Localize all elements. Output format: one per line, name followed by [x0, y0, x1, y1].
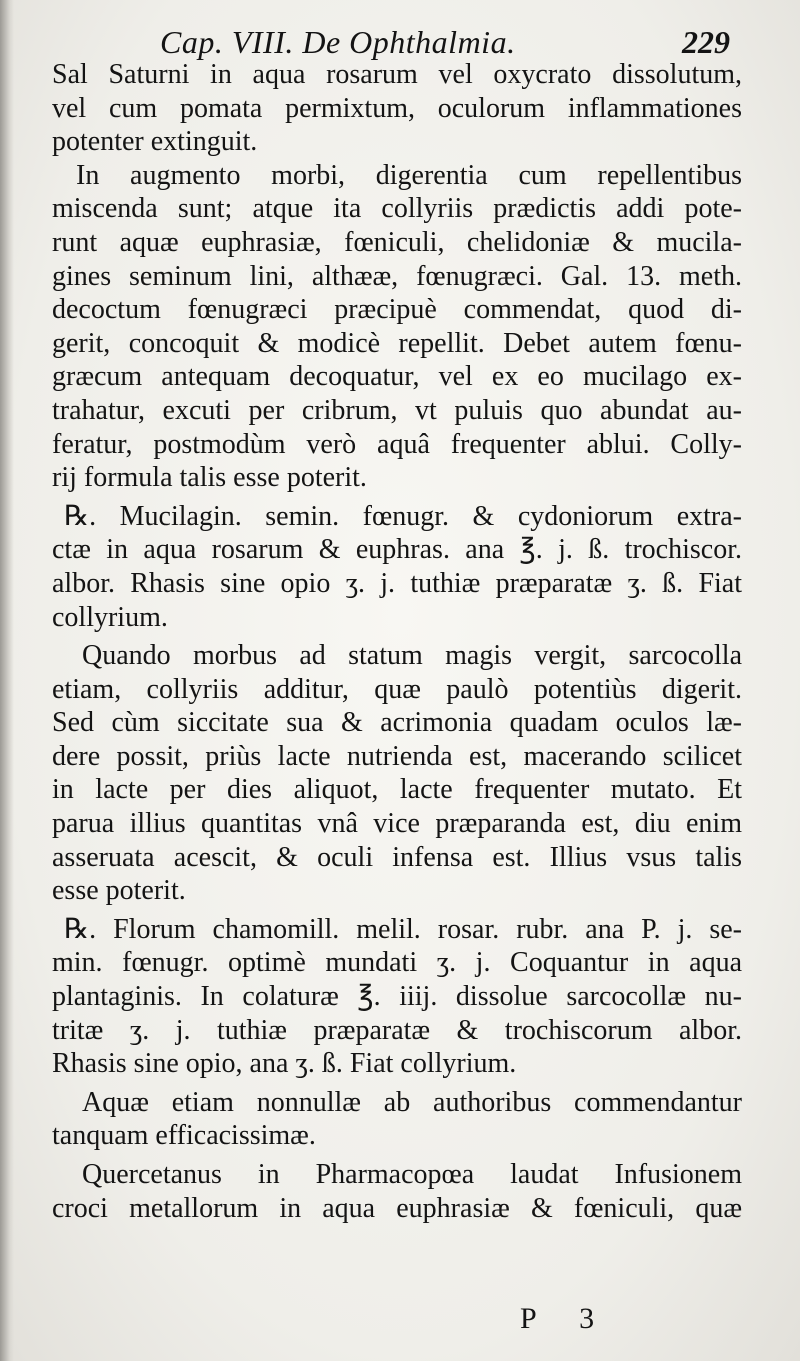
- text-line: esse poterit.: [52, 875, 186, 907]
- text-line: Aquæ etiam nonnullæ ab authoribus commendantur: [82, 1086, 742, 1118]
- text-line: ctæ in aqua rosarum & euphras. ana ℥. j. ß. trochiscor.: [52, 534, 742, 566]
- text-line: asseruata acescit, & oculi infensa est. Illius vsus talis: [52, 841, 742, 873]
- text-line: gerit, concoquit & modicè repellit. Debet autem fœnu-: [52, 327, 742, 359]
- text-line: feratur, postmodùm verò aquâ frequenter ablui. Colly-: [52, 428, 742, 460]
- text-line: gines seminum lini, althææ, fœnugræci. Gal. 13. meth.: [52, 260, 742, 292]
- text-line: tanquam efficacissimæ.: [52, 1120, 316, 1152]
- text-line: trahatur, excuti per cribrum, vt puluis quo abundat au-: [52, 394, 742, 426]
- text-line: collyrium.: [52, 601, 168, 633]
- page-gutter-shadow: [0, 0, 14, 1361]
- text-line: Quercetanus in Pharmacopœa laudat Infusionem: [82, 1159, 742, 1190]
- text-line: dere possit, priùs lacte nutrienda est, macerando scilicet: [52, 740, 742, 772]
- text-line: albor. Rhasis sine opio ʒ. j. tuthiæ præparatæ ʒ. ß. Fiat: [52, 567, 742, 599]
- text-line: croci metallorum in aqua euphrasiæ & fœniculi, quæ: [52, 1192, 742, 1224]
- body-text: [52, 58, 742, 1225]
- signature-mark: P 3: [520, 1302, 613, 1335]
- text-line: plantaginis. In colaturæ ℥. iiij. dissolue sarcocollæ nu-: [52, 981, 742, 1013]
- text-line: Rhasis sine opio, ana ʒ. ß. Fiat collyrium.: [52, 1048, 517, 1080]
- page-header: [0, 14, 800, 64]
- recipe-line: ℞. Florum chamomill. melil. rosar. rubr. ana P. j. se-: [64, 913, 742, 945]
- text-line: etiam, collyriis additur, quæ paulò potentiùs digerit.: [52, 673, 742, 705]
- page-footer: [0, 1298, 800, 1348]
- text-line: vel cum pomata permixtum, oculorum inflammationes: [52, 92, 742, 124]
- text-line: min. fœnugr. optimè mundati ʒ. j. Coquantur in aqua: [52, 947, 742, 979]
- text-line: decoctum fœnugræci præcipuè commendat, quod di-: [52, 294, 742, 326]
- text-line: Sed cùm siccitate sua & acrimonia quadam oculos læ-: [52, 707, 742, 739]
- text-line: Quando morbus ad statum magis vergit, sarcocolla: [82, 640, 742, 672]
- running-title: Cap. VIII. De Ophthalmia.: [160, 24, 516, 60]
- text-line: parua illius quantitas vnâ vice præparanda est, diu enim: [52, 808, 742, 840]
- text-line: potenter extinguit.: [52, 126, 258, 158]
- recipe-line: ℞. Mucilagin. semin. fœnugr. & cydoniorum extra-: [64, 500, 742, 532]
- text-line: miscenda sunt; atque ita collyriis prædictis addi pote-: [52, 193, 742, 225]
- text-line: runt aquæ euphrasiæ, fœniculi, chelidoniæ & mucila-: [52, 226, 742, 258]
- text-line: in lacte per dies aliquot, lacte frequenter mutato. Et: [52, 774, 742, 806]
- text-line: græcum antequam decoquatur, vel ex eo mucilago ex-: [52, 361, 742, 393]
- text-line: rij formula talis esse poterit.: [52, 462, 367, 494]
- text-line: Sal Saturni in aqua rosarum vel oxycrato dissolutum,: [52, 59, 742, 90]
- page-number: 229: [682, 24, 730, 60]
- text-line: In augmento morbi, digerentia cum repellentibus: [76, 159, 742, 191]
- text-line: tritæ ʒ. j. tuthiæ præparatæ & trochiscorum albor.: [52, 1014, 742, 1046]
